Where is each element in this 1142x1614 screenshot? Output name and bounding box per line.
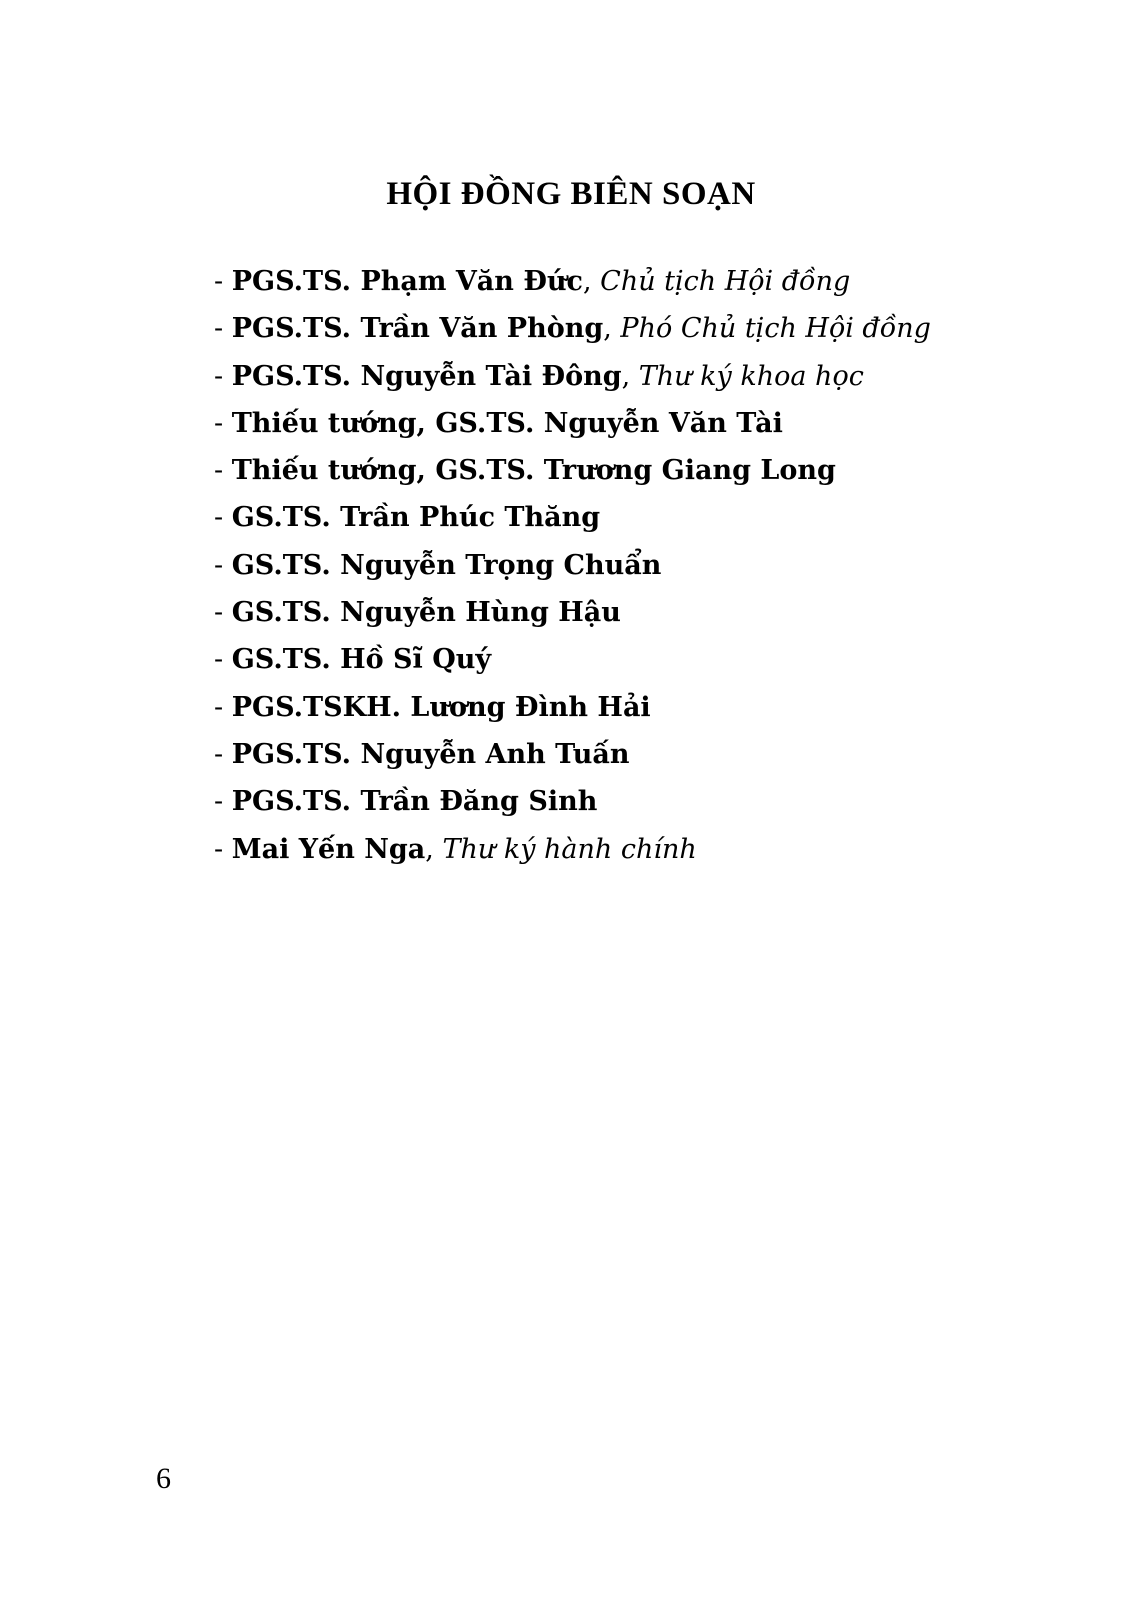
member-name: PGS.TS. Phạm Văn Đức [231,266,583,297]
member-item [214,778,931,825]
member-list [214,258,931,873]
member-item [214,826,931,873]
list-dash: - [214,407,232,439]
member-name: GS.TS. Nguyễn Hùng Hậu [231,597,621,629]
list-dash: - [214,738,232,770]
role-separator: , [425,833,443,865]
list-dash: - [214,360,232,392]
member-role: Thư ký khoa học [638,360,864,392]
role-separator: , [582,266,601,297]
list-dash: - [214,833,232,865]
list-dash: - [214,691,232,723]
list-dash: - [214,644,232,676]
list-dash: - [214,455,232,487]
list-dash: - [214,313,232,345]
member-item [214,684,931,731]
member-name: GS.TS. Nguyễn Trọng Chuẩn [231,549,662,581]
member-name: Thiếu tướng, GS.TS. Nguyễn Văn Tài [231,407,783,439]
member-name: PGS.TS. Nguyễn Anh Tuấn [231,738,630,770]
member-name: PGS.TS. Nguyễn Tài Đông [231,360,622,392]
member-item [214,542,931,589]
list-dash: - [214,266,232,297]
member-item [214,494,931,541]
member-item [214,400,931,447]
list-dash: - [214,549,232,581]
list-dash: - [214,597,232,629]
member-item [214,258,931,305]
member-item [214,731,931,778]
page-number: 6 [156,1462,171,1495]
list-dash: - [214,502,232,534]
member-name: GS.TS. Trần Phúc Thăng [231,502,601,534]
member-name: PGS.TS. Trần Đăng Sinh [231,786,598,818]
member-item [214,305,931,352]
member-name: PGS.TS. Trần Văn Phòng [231,313,604,345]
member-item [214,636,931,683]
member-name: GS.TS. Hồ Sĩ Quý [231,644,492,676]
member-role: Thư ký hành chính [442,833,697,865]
member-item [214,353,931,400]
role-separator: , [621,360,639,392]
list-dash: - [214,786,232,818]
role-separator: , [603,313,621,345]
member-role: Chủ tịch Hội đồng [600,266,851,297]
page-title: HỘI ĐỒNG BIÊN SOẠN [386,176,756,212]
member-role: Phó Chủ tịch Hội đồng [620,313,931,345]
member-name: PGS.TSKH. Lương Đình Hải [231,691,651,723]
member-name: Thiếu tướng, GS.TS. Trương Giang Long [231,455,836,487]
member-name: Mai Yến Nga [231,833,426,865]
member-item [214,589,931,636]
member-item [214,447,931,494]
